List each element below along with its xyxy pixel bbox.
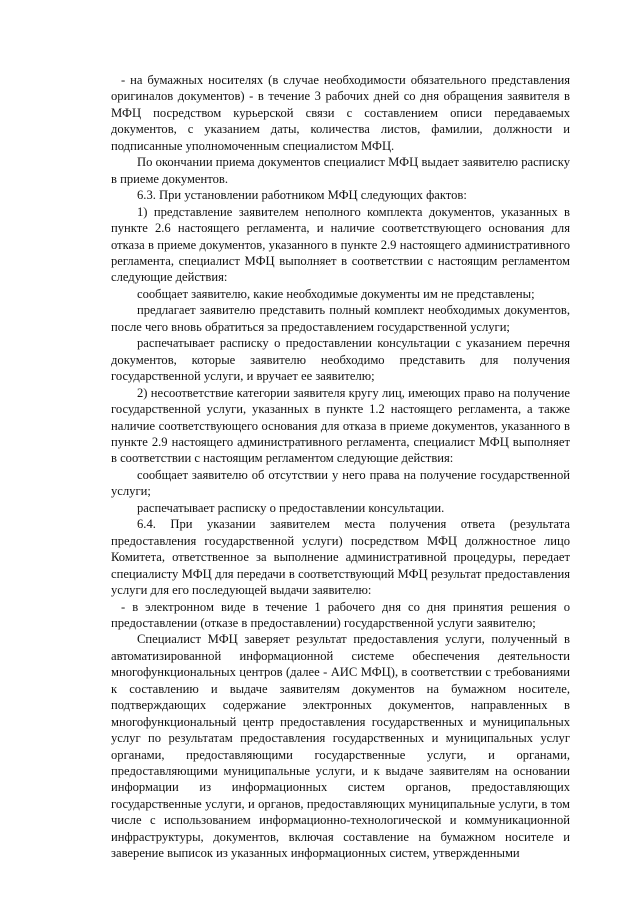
paragraph-electronic-form: - в электронном виде в течение 1 рабочего дня со дня принятия решения о предоставлении (отказе в предоставлении) государственной услуги заявителю; [111, 599, 570, 630]
paragraph-print-receipt-list: распечатывает расписку о предоставлении консультации с указанием перечня документов, которые заявителю необходимо представить для получения государственной услуги, и вручает ее заявителю; [111, 336, 570, 384]
paragraph-paper-carriers: - на бумажных носителях (в случае необходимости обязательного представления оригиналов документов) - в течение 3 рабочих дней со дня обращения заявителя в МФЦ посредством курьерской связи с составлением описи передаваемых документов, с указанием даты, количества листов, фамилии, должности и подписанные уполномоченным специалистом МФЦ. [111, 73, 570, 153]
paragraph-inform-no-right: сообщает заявителю об отсутствии у него права на получение государственной услуги; [111, 467, 570, 499]
document-body [111, 72, 570, 862]
paragraph-offer-full-set: предлагает заявителю представить полный комплект необходимых документов, после чего вновь обратиться за предоставлением государственной услуги; [111, 303, 570, 334]
paragraph-inform-missing: сообщает заявителю, какие необходимые документы им не представлены; [137, 286, 535, 301]
paragraph-section-6-3: 6.3. При установлении работником МФЦ следующих фактов: [137, 188, 467, 203]
paragraph-certification: Специалист МФЦ заверяет результат предоставления услуги, полученный в автоматизированной информационной системе обеспечения деятельности многофункциональных центров (далее - АИС МФЦ), в соответствии с требованиями к составлению и выдаче заявителям документов на бумажном носителе, подтверждающих содержание электронных документов, направленных в многофункциональный центр предоставления государственных и муниципальных услуг по результатам предоставления государственных и муниципальных услуг органами, предоставляющими государственные услуги, и органами, предоставляющими муниципальные услуги, и к выдаче заявителям на основании информации из информационных систем органов, предоставляющих государственные услуги, и органов, предоставляющих муниципальные услуги, в том числе с использованием информационно-технологической и коммуникационной инфраструктуры, документов, включая составление на бумажном носителе и заверение выписок из указанных информационных систем, утвержденными [111, 632, 570, 861]
paragraph-category-mismatch: 2) несоответствие категории заявителя кругу лиц, имеющих право на получение государственной услуги, указанных в пункте 1.2 настоящего регламента, а также наличие соответствующего основания для отказа в приеме документов, указанного в пункте 2.9 настоящего административного регламента, специалист МФЦ выполняет в соответствии с настоящим регламентом следующие действия: [111, 385, 570, 466]
paragraph-receipt-issue: По окончании приема документов специалист МФЦ выдает заявителю расписку в приеме документов. [111, 155, 570, 186]
paragraph-incomplete-documents: 1) представление заявителем неполного комплекта документов, указанных в пункте 2.6 настоящего регламента, и наличие соответствующего основания для отказа в приеме документов, указанного в пункте 2.9 настоящего административного регламента, специалист МФЦ выполняет в соответствии с настоящим регламентом следующие действия: [111, 204, 570, 285]
paragraph-section-6-4: 6.4. При указании заявителем места получения ответа (результата предоставления государственной услуги) посредством МФЦ должностное лицо Комитета, ответственное за выполнение административной процедуры, передает специалисту МФЦ для передачи в соответствующий МФЦ результат предоставления услуги для его последующей выдачи заявителю: [111, 517, 570, 598]
paragraph-print-receipt: распечатывает расписку о предоставлении консультации. [137, 500, 445, 515]
